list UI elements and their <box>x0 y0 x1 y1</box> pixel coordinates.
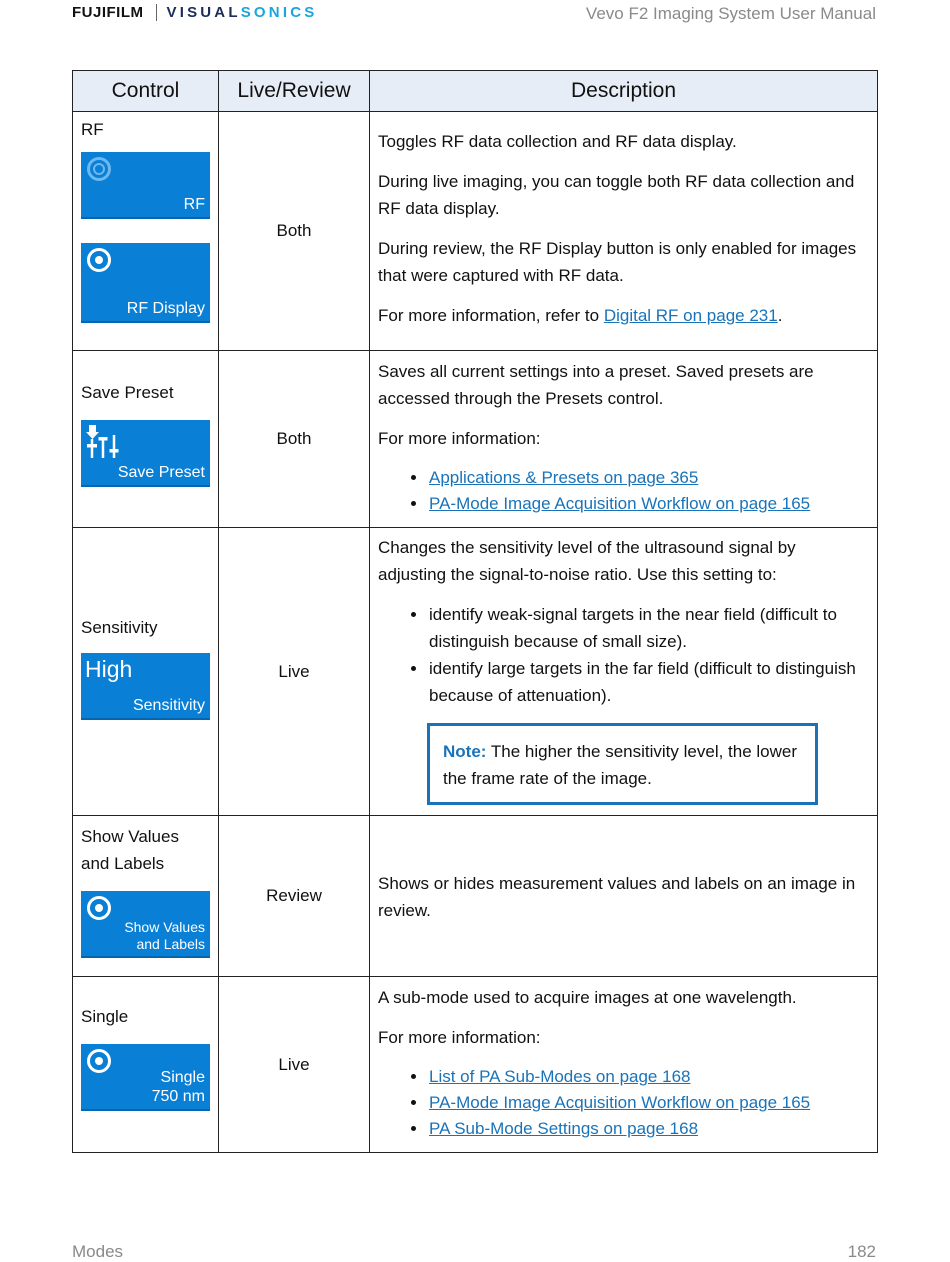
list-item: identify weak-signal targets in the near field (difficult to distinguish because of small size). <box>429 601 867 655</box>
single-wavelength-button[interactable] <box>81 1044 210 1111</box>
note-text: The higher the sensitivity level, the lower the frame rate of the image. <box>443 742 798 788</box>
footer-page-number: 182 <box>847 1242 876 1261</box>
list-item <box>429 1115 867 1142</box>
note-box <box>427 723 818 805</box>
button-label-line2: and Labels <box>136 936 205 952</box>
button-label-line1: Single <box>160 1069 205 1086</box>
radio-off-icon <box>87 157 111 181</box>
button-label-line2: 750 nm <box>151 1088 205 1105</box>
brand-logo <box>72 4 317 21</box>
button-label: Sensitivity <box>132 697 205 714</box>
control-name: Single <box>81 1007 129 1026</box>
more-info: For more information: <box>378 1028 541 1047</box>
rf-display-button[interactable] <box>81 243 210 323</box>
button-label: Save Preset <box>117 464 205 481</box>
description-cell <box>370 351 878 528</box>
column-header-description: Description <box>370 71 878 112</box>
description-cell <box>370 977 878 1153</box>
link-pa-sub-mode-settings[interactable]: PA Sub-Mode Settings on page 168 <box>429 1119 699 1138</box>
control-cell <box>73 528 219 816</box>
table-row-single <box>73 977 878 1153</box>
control-name-line1: Show Values <box>81 827 179 846</box>
controls-table <box>72 70 878 1153</box>
description-text: A sub-mode used to acquire images at one wavelength. <box>378 988 797 1007</box>
control-cell <box>73 816 219 977</box>
link-list <box>378 1063 867 1142</box>
sonics-logo-text: SONICS <box>240 4 318 21</box>
column-header-control: Control <box>73 71 219 112</box>
description-cell <box>370 528 878 816</box>
link-pa-mode-workflow[interactable]: PA-Mode Image Acquisition Workflow on page 165 <box>429 1093 811 1112</box>
link-pa-sub-modes[interactable]: List of PA Sub-Modes on page 168 <box>429 1067 691 1086</box>
more-info-prefix: For more information, refer to <box>378 306 604 325</box>
control-name: Save Preset <box>81 383 174 402</box>
logo-divider <box>156 4 157 21</box>
sensitivity-value: High <box>85 656 133 682</box>
description-text: During live imaging, you can toggle both RF data collection and RF data display. <box>378 172 855 218</box>
description-text: Changes the sensitivity level of the ultrasound signal by adjusting the signal-to-noise ratio. Use this setting to: <box>378 538 796 584</box>
link-digital-rf[interactable]: Digital RF on page 231 <box>603 306 778 325</box>
column-header-live-review: Live/Review <box>219 71 370 112</box>
table-header-row <box>73 71 878 112</box>
live-review-cell: Review <box>219 816 370 977</box>
link-list <box>378 464 867 517</box>
button-label <box>152 1068 205 1106</box>
list-item <box>429 1063 867 1090</box>
live-review-cell: Both <box>219 112 370 351</box>
table-row-save-preset <box>73 351 878 528</box>
control-cell <box>73 977 219 1153</box>
description-cell <box>370 112 878 351</box>
list-item <box>429 464 867 491</box>
button-label: RF <box>183 196 205 213</box>
document-title: Vevo F2 Imaging System User Manual <box>585 4 876 23</box>
live-review-cell: Live <box>219 977 370 1153</box>
save-preset-button[interactable] <box>81 420 210 487</box>
description-text: Toggles RF data collection and RF data display. <box>378 132 737 151</box>
control-name-line2: and Labels <box>81 854 165 873</box>
button-label-line1: Show Values <box>124 919 205 935</box>
save-preset-icon <box>86 425 122 459</box>
list-item <box>429 490 867 517</box>
fujifilm-logo-text: FUJIFILM <box>72 4 144 21</box>
description-text: During review, the RF Display button is only enabled for images that were captured with RF data. <box>378 239 857 285</box>
link-pa-mode-workflow[interactable]: PA-Mode Image Acquisition Workflow on page 165 <box>429 494 811 513</box>
description-text: Shows or hides measurement values and labels on an image in review. <box>378 874 856 920</box>
radio-on-icon <box>87 1049 111 1073</box>
link-applications-presets[interactable]: Applications & Presets on page 365 <box>429 468 699 487</box>
list-item: identify large targets in the far field (difficult to distinguish because of attenuation). <box>429 655 867 709</box>
control-name: Sensitivity <box>81 618 158 637</box>
control-name: RF <box>81 120 104 139</box>
list-item <box>429 1089 867 1116</box>
note-label: Note: <box>443 742 487 761</box>
description-cell <box>370 816 878 977</box>
button-label: RF Display <box>126 300 205 317</box>
table-row-rf <box>73 112 878 351</box>
live-review-cell: Both <box>219 351 370 528</box>
button-label <box>124 919 205 953</box>
visual-logo-text: VISUAL <box>166 4 241 21</box>
more-info: For more information: <box>378 429 541 448</box>
radio-on-icon <box>87 248 111 272</box>
bullet-list <box>378 601 867 709</box>
more-info-suffix: . <box>777 306 783 325</box>
control-cell <box>73 112 219 351</box>
table-row-sensitivity <box>73 528 878 816</box>
footer-section-name: Modes <box>72 1242 124 1261</box>
more-info <box>378 302 867 329</box>
control-cell <box>73 351 219 528</box>
description-text: Saves all current settings into a preset. Saved presets are accessed through the Presets control. <box>378 362 814 408</box>
rf-button[interactable] <box>81 152 210 219</box>
live-review-cell: Live <box>219 528 370 816</box>
show-values-labels-button[interactable] <box>81 891 210 958</box>
radio-on-icon <box>87 896 111 920</box>
sensitivity-button[interactable] <box>81 653 210 720</box>
table-row-show-values <box>73 816 878 977</box>
